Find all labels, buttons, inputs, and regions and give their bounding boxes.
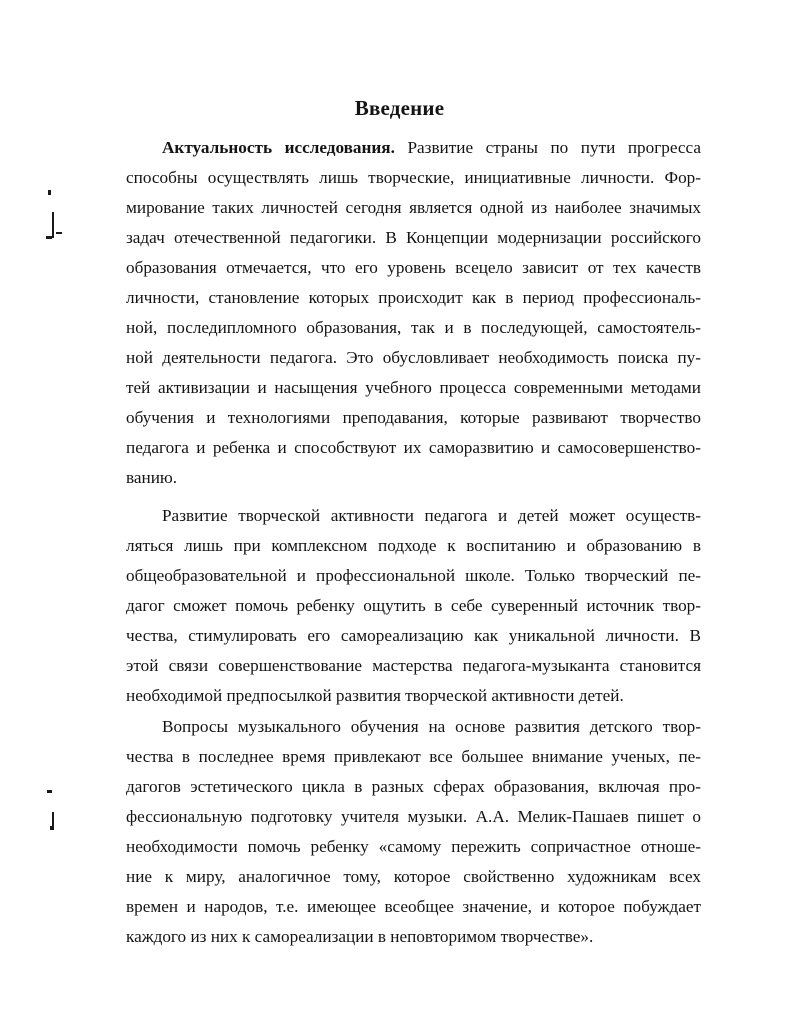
text-line: дагогов эстетического цикла в разных сферах образования, включая про- xyxy=(126,777,701,796)
text-line: образования отмечается, что его уровень всецело зависит от тех качеств xyxy=(126,258,701,277)
text-line: мирование таких личностей сегодня является одной из наиболее значимых xyxy=(126,198,701,217)
text-line: личности, становление которых происходит как в период профессиональ- xyxy=(126,288,701,307)
text-line: общеобразовательной и профессиональной школе. Только творческий пе- xyxy=(126,566,701,585)
scan-artifact-mark xyxy=(47,790,52,793)
scan-artifact-mark xyxy=(52,212,54,238)
text-line: необходимой предпосылкой развития творческой активности детей. xyxy=(126,686,624,705)
text-line: тей активизации и насыщения учебного процесса современными методами xyxy=(126,378,701,397)
text-line: необходимости помочь ребенку «самому пережить сопричастное отноше- xyxy=(126,837,701,856)
text-line: Актуальность исследования. Развитие страны по пути прогресса xyxy=(162,138,702,157)
text-line: чества, стимулировать его самореализацию как уникальной личности. В xyxy=(126,626,701,645)
text-line: педагога и ребенка и способствуют их саморазвитию и самосовершенство- xyxy=(126,438,701,457)
text-line: ной, последипломного образования, так и в последующей, самостоятель- xyxy=(126,318,701,337)
text-line: способны осуществлять лишь творческие, инициативные личности. Фор- xyxy=(126,168,701,187)
text-line: обучения и технологиями преподавания, которые развивают творчество xyxy=(126,408,701,427)
text-line: каждого из них к самореализации в неповторимом творчестве». xyxy=(126,927,594,946)
lead-phrase: Актуальность исследования. xyxy=(162,138,395,157)
text-line: дагог сможет помочь ребенку ощутить в себе суверенный источник твор- xyxy=(126,596,701,615)
text-line: задач отечественной педагогики. В Концепции модернизации российского xyxy=(126,228,701,247)
scan-artifact-mark xyxy=(52,812,54,826)
text-line: чества в последнее время привлекают все большее внимание ученых, пе- xyxy=(126,747,701,766)
scan-artifact-mark xyxy=(50,826,54,830)
text-line: ной деятельности педагога. Это обусловливает необходимость поиска пу- xyxy=(126,348,701,367)
text-line: ние к миру, аналогичное тому, которое свойственно художникам всех xyxy=(126,867,701,886)
text-line: Развитие творческой активности педагога и детей может осуществ- xyxy=(162,506,701,525)
text-line: времен и народов, т.е. имеющее всеобщее значение, и которое побуждает xyxy=(126,897,701,916)
text-line: ванию. xyxy=(126,468,178,487)
scan-artifact-mark xyxy=(48,190,51,195)
scan-artifact-mark xyxy=(56,232,62,234)
text-line: этой связи совершенствование мастерства педагога-музыканта становится xyxy=(126,656,701,675)
scan-artifact-mark xyxy=(46,236,52,239)
text-line: Вопросы музыкального обучения на основе развития детского твор- xyxy=(162,717,701,736)
text-line: фессиональную подготовку учителя музыки. А.А. Мелик-Пашаев пишет о xyxy=(126,807,701,826)
page-title: Введение xyxy=(354,96,445,120)
text-line: ляться лишь при комплексном подходе к воспитанию и образованию в xyxy=(126,536,701,555)
